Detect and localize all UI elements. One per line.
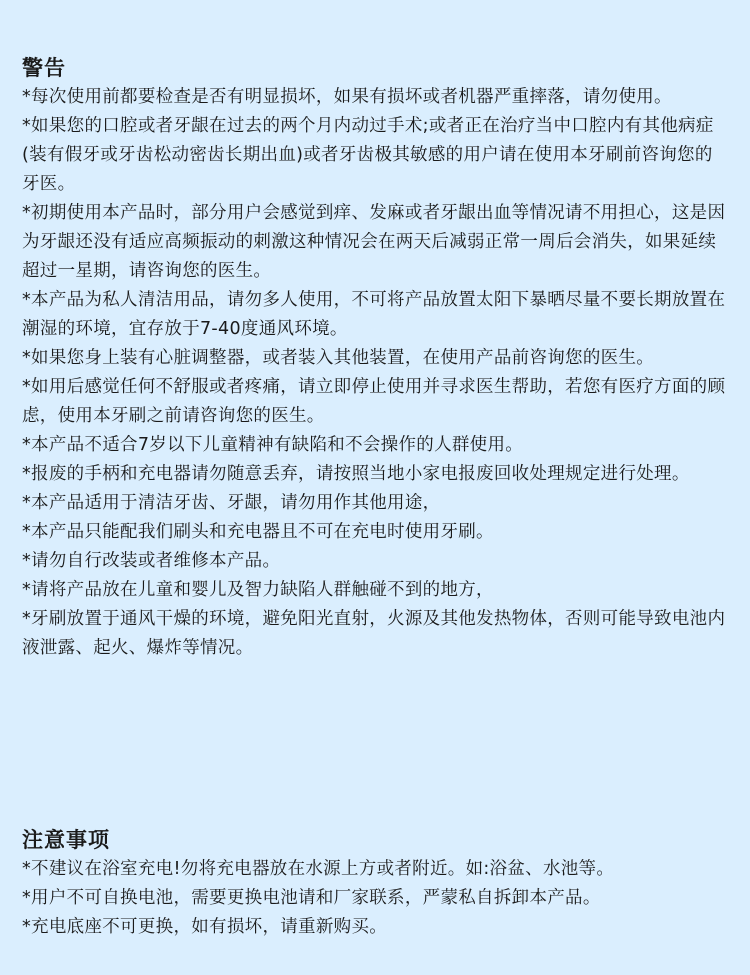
warning-item-usage-purpose: *本产品适用于清洁牙齿、牙龈，请勿用作其他用途， [22, 493, 441, 513]
notice-item-charging-base: *充电底座不可更换，如有损坏，请重新购买。 [22, 917, 388, 937]
warning-section [22, 53, 728, 663]
warning-list [22, 83, 728, 663]
notice-item-bathroom-charging: *不建议在浴室充电!勿将充电器放在水源上方或者附近。如:浴盆、水池等。 [22, 859, 615, 879]
warning-item-accessories: *本产品只能配我们刷头和充电器且不可在充电时使用牙刷。 [22, 522, 494, 542]
warning-item-children: *本产品不适合7岁以下儿童精神有缺陷和不会操作的人群使用。 [22, 435, 524, 455]
notice-title: 注意事项 [22, 828, 110, 852]
notice-list [22, 855, 728, 942]
warning-item-disposal: *报废的手柄和充电器请勿随意丢弃，请按照当地小家电报废回收处理规定进行处理。 [22, 464, 690, 484]
warning-item-pacemaker: *如果您身上装有心脏调整器，或者装入其他装置，在使用产品前咨询您的医生。 [22, 348, 655, 368]
warning-item-storage: *牙刷放置于通风干燥的环境，避免阳光直射，火源及其他发热物体，否则可能导致电池内液泄露、起火、爆炸等情况。 [22, 609, 726, 658]
warning-item-personal-use: *本产品为私人清洁用品，请勿多人使用，不可将产品放置太阳下暴晒尽量不要长期放置在潮湿的环境，宜存放于7-40度通风环境。 [22, 290, 726, 339]
notice-item-battery: *用户不可自换电池，需要更换电池请和厂家联系，严蒙私自拆卸本产品。 [22, 888, 601, 908]
warning-item-no-modification: *请勿自行改装或者维修本产品。 [22, 551, 281, 571]
notice-section [22, 825, 728, 942]
warning-item-initial-use: *初期使用本产品时，部分用户会感觉到痒、发麻或者牙龈出血等情况请不用担心，这是因为牙龈还没有适应高频振动的刺激这种情况会在两天后减弱正常一周后会消失，如果延续超过一星期，请咨询您的医生。 [22, 203, 726, 281]
warning-item-oral-surgery: *如果您的口腔或者牙龈在过去的两个月内动过手术;或者正在治疗当中口腔内有其他病症(装有假牙或牙齿松动密齿长期出血)或者牙齿极其敏感的用户请在使用本牙刷前咨询您的牙医。 [22, 116, 714, 194]
warning-item-check-damage: *每次使用前都要检查是否有明显损坏，如果有损坏或者机器严重摔落，请勿使用。 [22, 87, 672, 107]
warning-title: 警告 [22, 56, 66, 80]
warning-item-keep-away: *请将产品放在儿童和婴儿及智力缺陷人群触碰不到的地方， [22, 580, 494, 600]
warning-item-discomfort: *如用后感觉任何不舒服或者疼痛，请立即停止使用并寻求医生帮助，若您有医疗方面的顾虑，使用本牙刷之前请咨询您的医生。 [22, 377, 726, 426]
